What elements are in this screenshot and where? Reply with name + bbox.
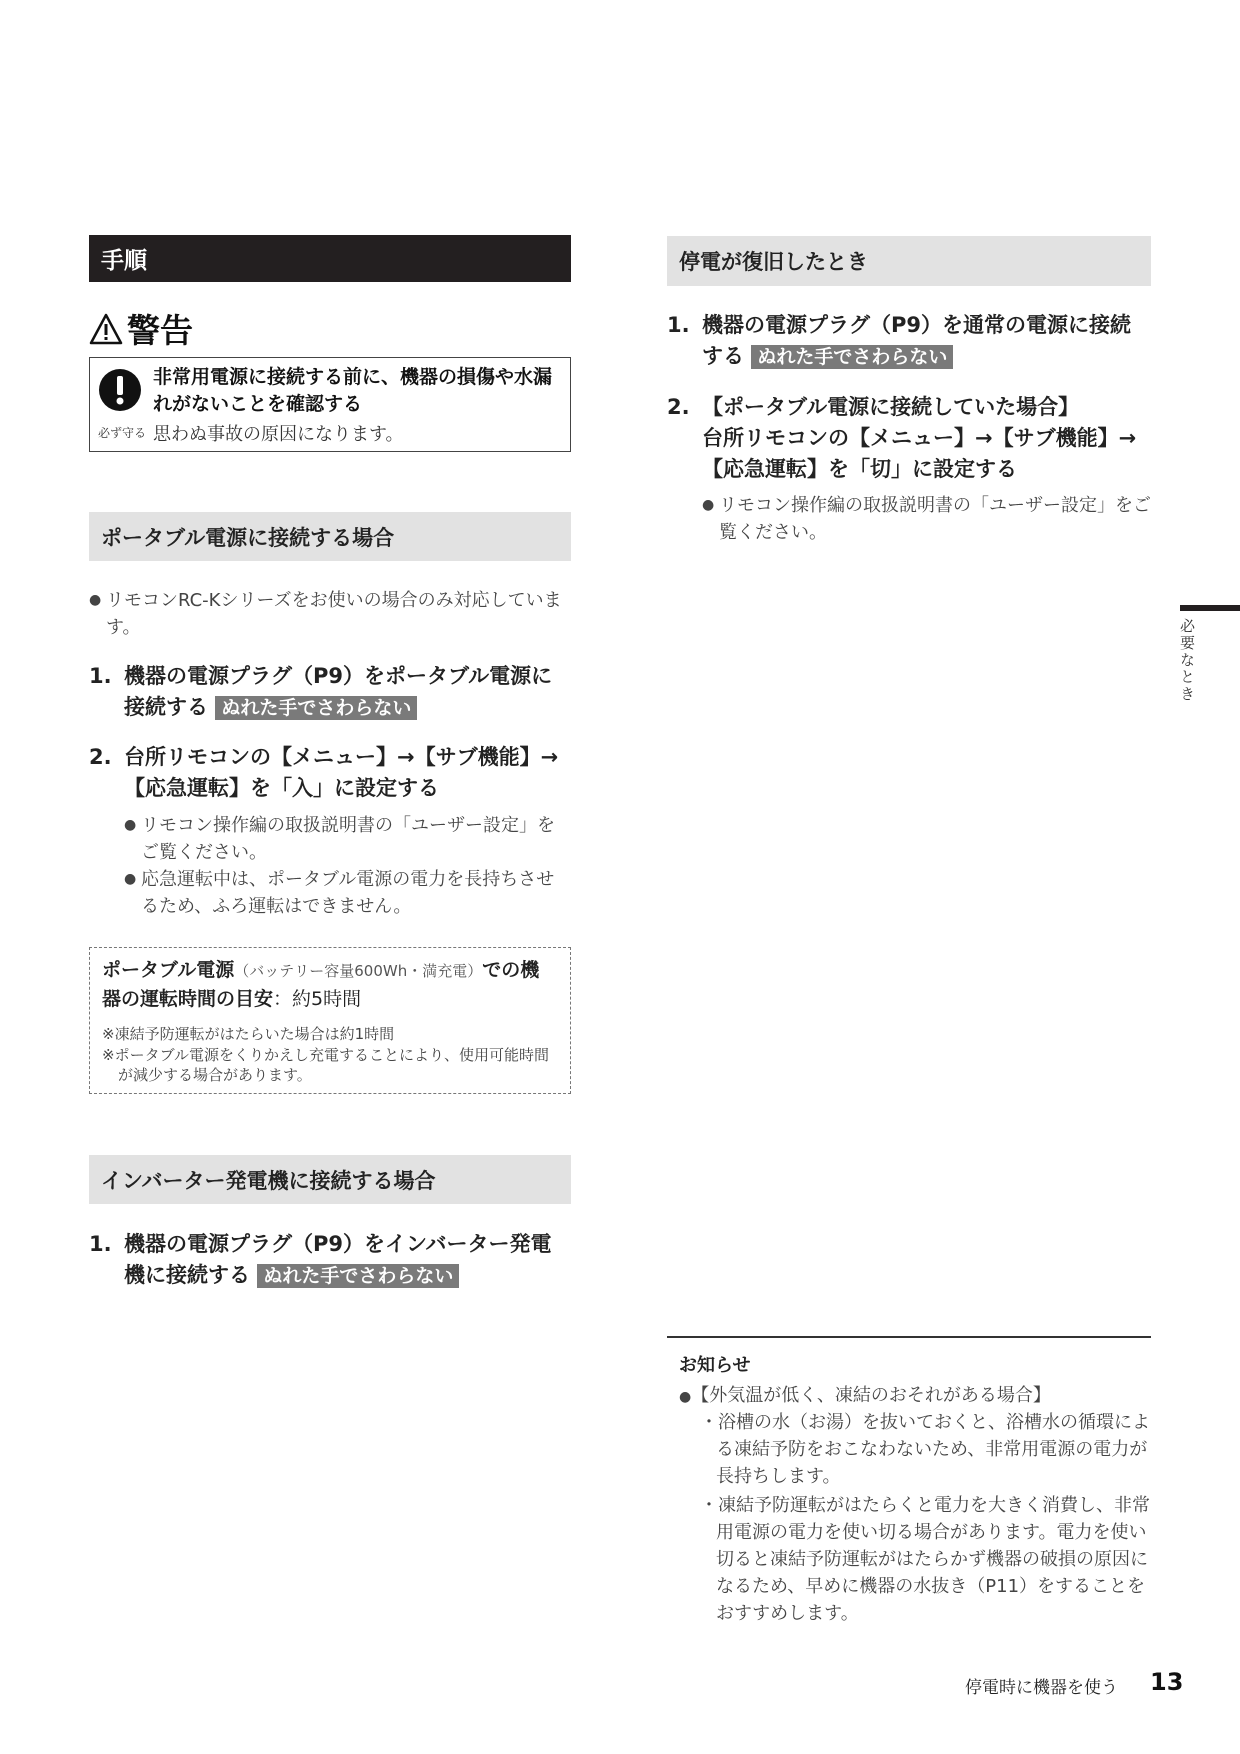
warning-note: 思わぬ事故の原因になります。 [153,424,404,445]
recovery-step-1: 1. 機器の電源プラグ（P9）を通常の電源に接続する ぬれた手でさわらない [667,313,1132,368]
bullet-dot-icon: ● [124,871,137,887]
bullet-dot-icon: ● [679,1389,692,1405]
section-title-portable: ポータブル電源に接続する場合 [89,512,571,561]
side-tab-label: 必要なとき [1178,618,1196,703]
must-follow-label: 必ず守る [98,426,147,440]
section-title-procedure: 手順 [89,235,571,282]
mandatory-icon [98,368,142,412]
notice-title: お知らせ [679,1355,751,1376]
runtime-note-1: ※凍結予防運転がはたらいた場合は約1時間 [102,1025,395,1043]
section-title-recovery: 停電が復旧したとき [667,236,1151,286]
footer-section: 停電時に機器を使う [965,1678,1118,1698]
section-title-inverter: インバーター発電機に接続する場合 [89,1155,571,1204]
wet-hands-caution-tag: ぬれた手でさわらない [215,696,417,720]
runtime-note-2: ※ポータブル電源をくりかえし充電することにより、使用可能時間が減少する場合があります。 [102,1046,549,1084]
portable-sub-bullet-1: ● リモコン操作編の取扱説明書の「ユーザー設定」をご覧ください。 [124,812,571,866]
bullet-dot-icon: ● [702,497,715,513]
warning-heading: 警告 [89,305,193,352]
warning-message: 非常用電源に接続する前に、機器の損傷や水漏れがないことを確認する [153,366,553,415]
recovery-bullet: ● リモコン操作編の取扱説明書の「ユーザー設定」をご覧ください。 [702,492,1151,548]
runtime-info-box [89,947,571,1094]
recovery-step-2: 2. 【ポータブル電源に接続していた場合】 台所リモコンの【メニュー】→【サブ機能】→【応急運転】を「切」に設定する [667,395,1137,481]
portable-sub-bullet-2: ● 応急運転中は、ポータブル電源の電力を長持ちさせるため、ふろ運転はできません。 [124,866,571,920]
portable-step-2: 2. 台所リモコンの【メニュー】→【サブ機能】→【応急運転】を「入」に設定する [89,745,559,800]
wet-hands-caution-tag: ぬれた手でさわらない [751,345,953,369]
wet-hands-caution-tag: ぬれた手でさわらない [257,1264,459,1288]
notice-item-1: ・浴槽の水（お湯）を抜いておくと、浴槽水の循環による凍結予防をおこなわないため、非常用電源の電力が長持ちします。 [700,1412,1150,1487]
notice-item-2: ・凍結予防運転がはたらくと電力を大きく消費し、非常用電源の電力を使い切る場合があります。電力を使い切ると凍結予防運転がはたらかず機器の破損の原因になるため、早めに機器の水抜き（P11）をすることをおすすめします。 [700,1495,1150,1624]
portable-bullet: ● リモコンRC-Kシリーズをお使いの場合のみ対応しています。 [89,587,571,643]
bullet-dot-icon: ● [124,817,137,833]
notice-divider [667,1336,1151,1338]
page-number: 13 [1150,1668,1184,1696]
portable-step-1: 1. 機器の電源プラグ（P9）をポータブル電源に接続する ぬれた手でさわらない [89,664,553,719]
warning-triangle-icon [89,313,123,345]
inverter-step-1: 1. 機器の電源プラグ（P9）をインバーター発電機に接続する ぬれた手でさわらない [89,1232,552,1287]
runtime-heading: ポータブル電源（バッテリー容量600Wh・満充電）での機器の運転時間の目安：約5時間 [102,959,540,1010]
notice-bullet: ●【外気温が低く、凍結のおそれがある場合】 [679,1385,1051,1406]
side-tab-marker [1180,605,1240,611]
warning-box [89,357,571,452]
bullet-dot-icon: ● [89,592,102,608]
